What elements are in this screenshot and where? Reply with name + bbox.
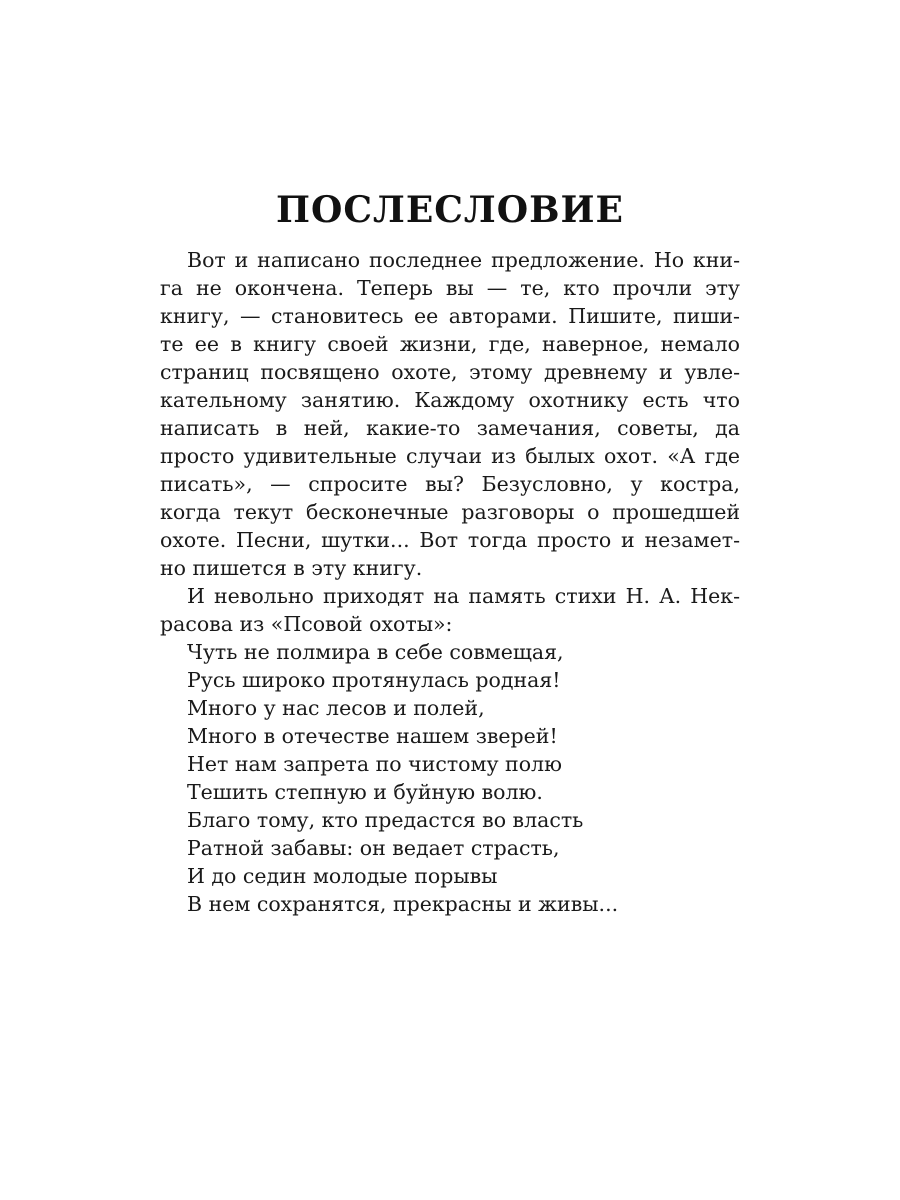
poem-line: В нем сохранятся, прекрасны и живы... — [187, 892, 619, 916]
poem-line: Русь широко протянулась родная! — [187, 668, 561, 692]
paragraph-line: И невольно приходят на память стихи Н. А. Нек- — [187, 584, 740, 608]
poem-line: Ратной забавы: он ведает страсть, — [187, 836, 560, 860]
paragraph-line: но пишется в эту книгу. — [160, 556, 423, 580]
paragraph-line: расова из «Псовой охоты»: — [160, 612, 453, 636]
paragraph-line: страниц посвящено охоте, этому древнему и увле- — [160, 360, 740, 384]
poem-line: Много у нас лесов и полей, — [187, 696, 485, 720]
poem-line: Нет нам запрета по чистому полю — [187, 752, 562, 776]
paragraph-line: писать», — спросите вы? Безусловно, у костра, — [160, 472, 740, 496]
poem-line: Благо тому, кто предастся во власть — [187, 808, 584, 832]
paragraph-line: кательному занятию. Каждому охотнику есть что — [160, 388, 740, 412]
paragraph-line: когда текут бесконечные разговоры о прошедшей — [160, 500, 740, 524]
paragraph-line: просто удивительные случаи из былых охот. «А где — [160, 444, 740, 468]
paragraph-line: Вот и написано последнее предложение. Но кни- — [187, 248, 740, 272]
paragraph-line: книгу, — становитесь ее авторами. Пишите, пиши- — [160, 304, 740, 328]
paragraph-line: те ее в книгу своей жизни, где, наверное, немало — [160, 332, 740, 356]
page-title: ПОСЛЕСЛОВИЕ — [275, 189, 624, 231]
poem-line: Много в отечестве нашем зверей! — [187, 724, 558, 748]
paragraph-line: га не окончена. Теперь вы — те, кто прочли эту — [160, 276, 740, 300]
poem-line: Тешить степную и буйную волю. — [187, 780, 543, 804]
poem-line: Чуть не полмира в себе совмещая, — [187, 640, 564, 664]
paragraph-line: охоте. Песни, шутки... Вот тогда просто и незамет- — [160, 528, 740, 552]
paragraph-line: написать в ней, какие-то замечания, советы, да — [160, 416, 740, 440]
poem-line: И до седин молодые порывы — [187, 864, 498, 888]
